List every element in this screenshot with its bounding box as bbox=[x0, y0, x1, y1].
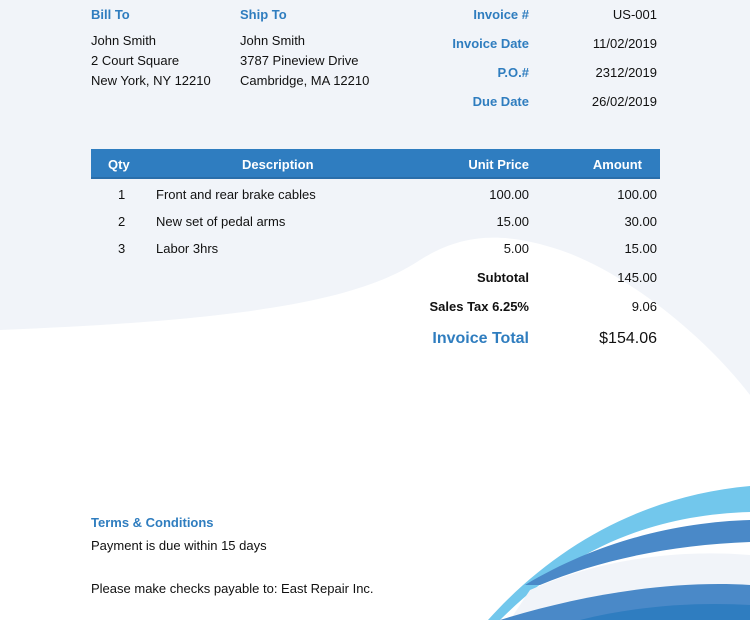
row-amount: 100.00 bbox=[617, 187, 657, 202]
table-header bbox=[91, 149, 660, 179]
invoice-total-label: Invoice Total bbox=[432, 330, 529, 347]
table-row bbox=[91, 214, 660, 234]
terms-payment: Payment is due within 15 days bbox=[91, 538, 267, 553]
po-number: 2312/2019 bbox=[595, 65, 657, 80]
table-row bbox=[91, 241, 660, 261]
header-amount: Amount bbox=[592, 157, 642, 172]
header-unit-price: Unit Price bbox=[468, 157, 529, 172]
bill-to-address bbox=[91, 31, 211, 91]
invoice-number-label: Invoice # bbox=[473, 7, 529, 22]
subtotal-value: 145.00 bbox=[617, 270, 657, 285]
row-unit-price: 5.00 bbox=[503, 241, 529, 256]
invoice-date: 11/02/2019 bbox=[592, 36, 657, 51]
tax-value: 9.06 bbox=[631, 299, 657, 314]
po-label: P.O.# bbox=[497, 65, 529, 80]
bill-to-label: Bill To bbox=[91, 7, 130, 22]
row-qty: 2 bbox=[118, 214, 126, 229]
row-description: New set of pedal arms bbox=[156, 214, 286, 229]
terms-label: Terms & Conditions bbox=[91, 515, 214, 530]
terms-checks: Please make checks payable to: East Repair Inc. bbox=[91, 581, 374, 596]
ship-to-address bbox=[240, 31, 369, 91]
ship-to-line2: Cambridge, MA 12210 bbox=[240, 73, 370, 88]
row-description: Labor 3hrs bbox=[156, 241, 219, 256]
row-qty: 1 bbox=[118, 187, 126, 202]
tax-label: Sales Tax 6.25% bbox=[429, 299, 529, 314]
invoice-number: US-001 bbox=[612, 7, 657, 22]
invoice-total-value: $154.06 bbox=[599, 330, 657, 347]
subtotal-label: Subtotal bbox=[477, 270, 529, 285]
row-unit-price: 100.00 bbox=[489, 187, 529, 202]
ship-to-label: Ship To bbox=[240, 7, 287, 22]
row-amount: 30.00 bbox=[624, 214, 657, 229]
bill-to-line1: 2 Court Square bbox=[91, 53, 180, 68]
bill-to-line2: New York, NY 12210 bbox=[91, 73, 211, 88]
header-description: Description bbox=[242, 157, 314, 172]
table-row bbox=[91, 187, 660, 207]
row-amount: 15.00 bbox=[624, 241, 657, 256]
bill-to-name: John Smith bbox=[91, 33, 157, 48]
row-description: Front and rear brake cables bbox=[156, 187, 316, 202]
invoice-date-label: Invoice Date bbox=[452, 36, 529, 51]
due-date: 26/02/2019 bbox=[591, 94, 657, 109]
row-unit-price: 15.00 bbox=[496, 214, 529, 229]
header-qty: Qty bbox=[108, 157, 130, 172]
ship-to-line1: 3787 Pineview Drive bbox=[240, 53, 359, 68]
ship-to-name: John Smith bbox=[240, 33, 306, 48]
due-date-label: Due Date bbox=[472, 94, 529, 109]
row-qty: 3 bbox=[118, 241, 126, 256]
